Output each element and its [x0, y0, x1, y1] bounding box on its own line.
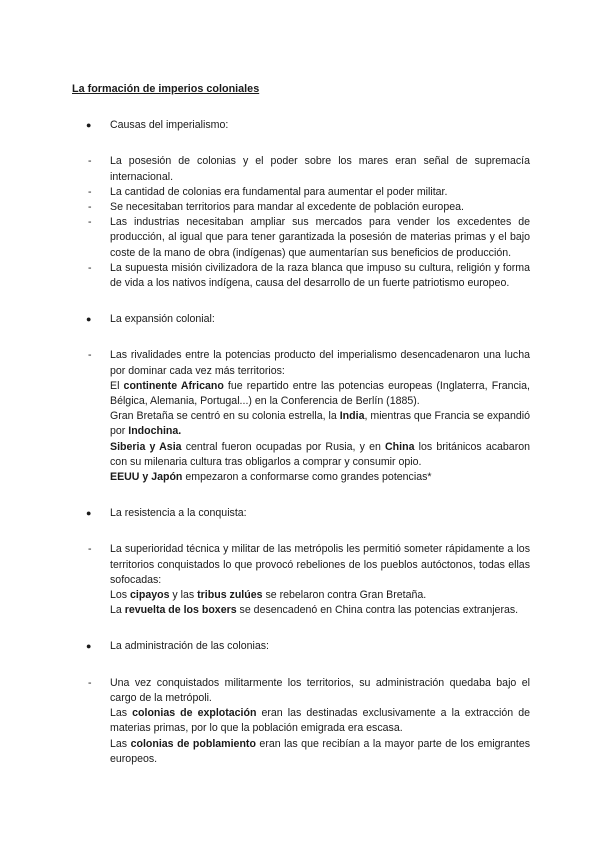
item-text: La posesión de colonias y el poder sobre los mares eran señal de supremacía internacional.	[110, 155, 530, 183]
paragraph-africa: El continente Africano fue repartido entre las potencias europeas (Inglaterra, Francia, Bélgica, Alemania, Portugal...) en la Conferencia de Berlín (1885).	[110, 379, 530, 408]
paragraph-boxers: La revuelta de los boxers se desencadenó en China contra las potencias extranjeras.	[110, 604, 519, 617]
bullet-icon: ●	[86, 508, 92, 519]
section-resistencia	[72, 506, 530, 618]
section-heading	[72, 639, 530, 654]
section-heading	[72, 312, 530, 327]
dash-icon: -	[88, 201, 92, 214]
heading-text: La administración de las colonias:	[110, 640, 269, 653]
paragraph-eeuu: EEUU y Japón empezaron a conformarse como grandes potencias*	[110, 471, 432, 484]
item-text: Se necesitaban territorios para mandar al excedente de población europea.	[110, 201, 464, 214]
list	[72, 348, 530, 485]
dash-icon: -	[88, 155, 92, 168]
bold-term: Indochina.	[128, 425, 182, 438]
dash-icon: -	[88, 261, 92, 274]
list	[72, 542, 530, 618]
section-heading	[72, 118, 530, 133]
bold-term: cipayos	[130, 589, 170, 602]
bold-term: China	[385, 440, 415, 453]
item-intro: La superioridad técnica y militar de las metrópolis les permitió someter rápidamente a los territorios conquistados lo que provocó rebeliones de los pueblos autóctonos, todas ellas sofocadas:	[110, 543, 530, 586]
list-item	[72, 676, 530, 767]
section-causas	[72, 118, 530, 291]
bullet-icon: ●	[86, 120, 92, 131]
paragraph-poblamiento: Las colonias de poblamiento eran las que recibían a la mayor parte de los emigrantes europeos.	[110, 737, 531, 765]
bold-term: colonias de explotación	[132, 707, 257, 720]
heading-text: Causas del imperialismo:	[110, 119, 229, 132]
section-expansion	[72, 312, 530, 485]
dash-icon: -	[88, 216, 92, 229]
list-item	[72, 185, 530, 200]
item-text: Las industrias necesitaban ampliar sus mercados para vender los excedentes de producción, al igual que para tener garantizada la posesión de materias primas y el bajo coste de la mano de obra (indígenas) que aumentarían sus beneficios de producción.	[110, 216, 530, 259]
list-item	[72, 215, 530, 261]
item-text: La supuesta misión civilizadora de la raza blanca que impuso su cultura, religión y forma de vida a los nativos indígena, causa del desarrollo de un fuerte patriotismo europeo.	[110, 261, 530, 290]
dash-icon: -	[88, 349, 92, 362]
dash-icon: -	[88, 543, 92, 556]
page-title: La formación de imperios coloniales	[72, 83, 260, 95]
list-item	[72, 261, 530, 291]
bold-term: EEUU y Japón	[110, 471, 183, 484]
bold-term: continente Africano	[123, 379, 224, 392]
bullet-icon: ●	[86, 641, 92, 652]
bold-term: tribus zulúes	[197, 589, 263, 602]
bold-term: revuelta de los boxers	[124, 604, 237, 617]
list	[72, 676, 530, 767]
section-administracion	[72, 639, 530, 766]
item-intro: Una vez conquistados militarmente los territorios, su administración quedaba bajo el cargo de la metrópoli.	[110, 676, 530, 704]
dash-icon: -	[88, 676, 92, 689]
paragraph-india: Gran Bretaña se centró en su colonia estrella, la India, mientras que Francia se expandió por Indochina.	[110, 410, 530, 438]
list-item	[72, 542, 530, 618]
list-item	[72, 200, 530, 215]
bold-term: Siberia y Asia	[110, 440, 182, 453]
paragraph-siberia: Siberia y Asia central fueron ocupadas por Rusia, y en China los británicos acabaron con su milenaria cultura tras obligarlos a comprar y consumir opio.	[110, 440, 531, 468]
bold-term: India	[339, 410, 365, 423]
paragraph-cipayos: Los cipayos y las tribus zulúes se rebelaron contra Gran Bretaña.	[110, 589, 427, 602]
list-item	[72, 348, 530, 485]
paragraph-explotacion: Las colonias de explotación eran las destinadas exclusivamente a la extracción de materias primas, por lo que la población emigrada era escasa.	[110, 707, 531, 735]
bold-term: colonias de poblamiento	[130, 737, 256, 750]
item-text: La cantidad de colonias era fundamental para aumentar el poder militar.	[110, 185, 448, 198]
list	[72, 154, 530, 291]
section-heading	[72, 506, 530, 521]
bullet-icon: ●	[86, 314, 92, 325]
list-item	[72, 154, 530, 184]
heading-text: La resistencia a la conquista:	[110, 507, 247, 520]
heading-text: La expansión colonial:	[110, 313, 215, 326]
item-intro: Las rivalidades entre la potencias producto del imperialismo desencadenaron una lucha por dominar cada vez más territorios:	[110, 349, 530, 377]
dash-icon: -	[88, 185, 92, 198]
